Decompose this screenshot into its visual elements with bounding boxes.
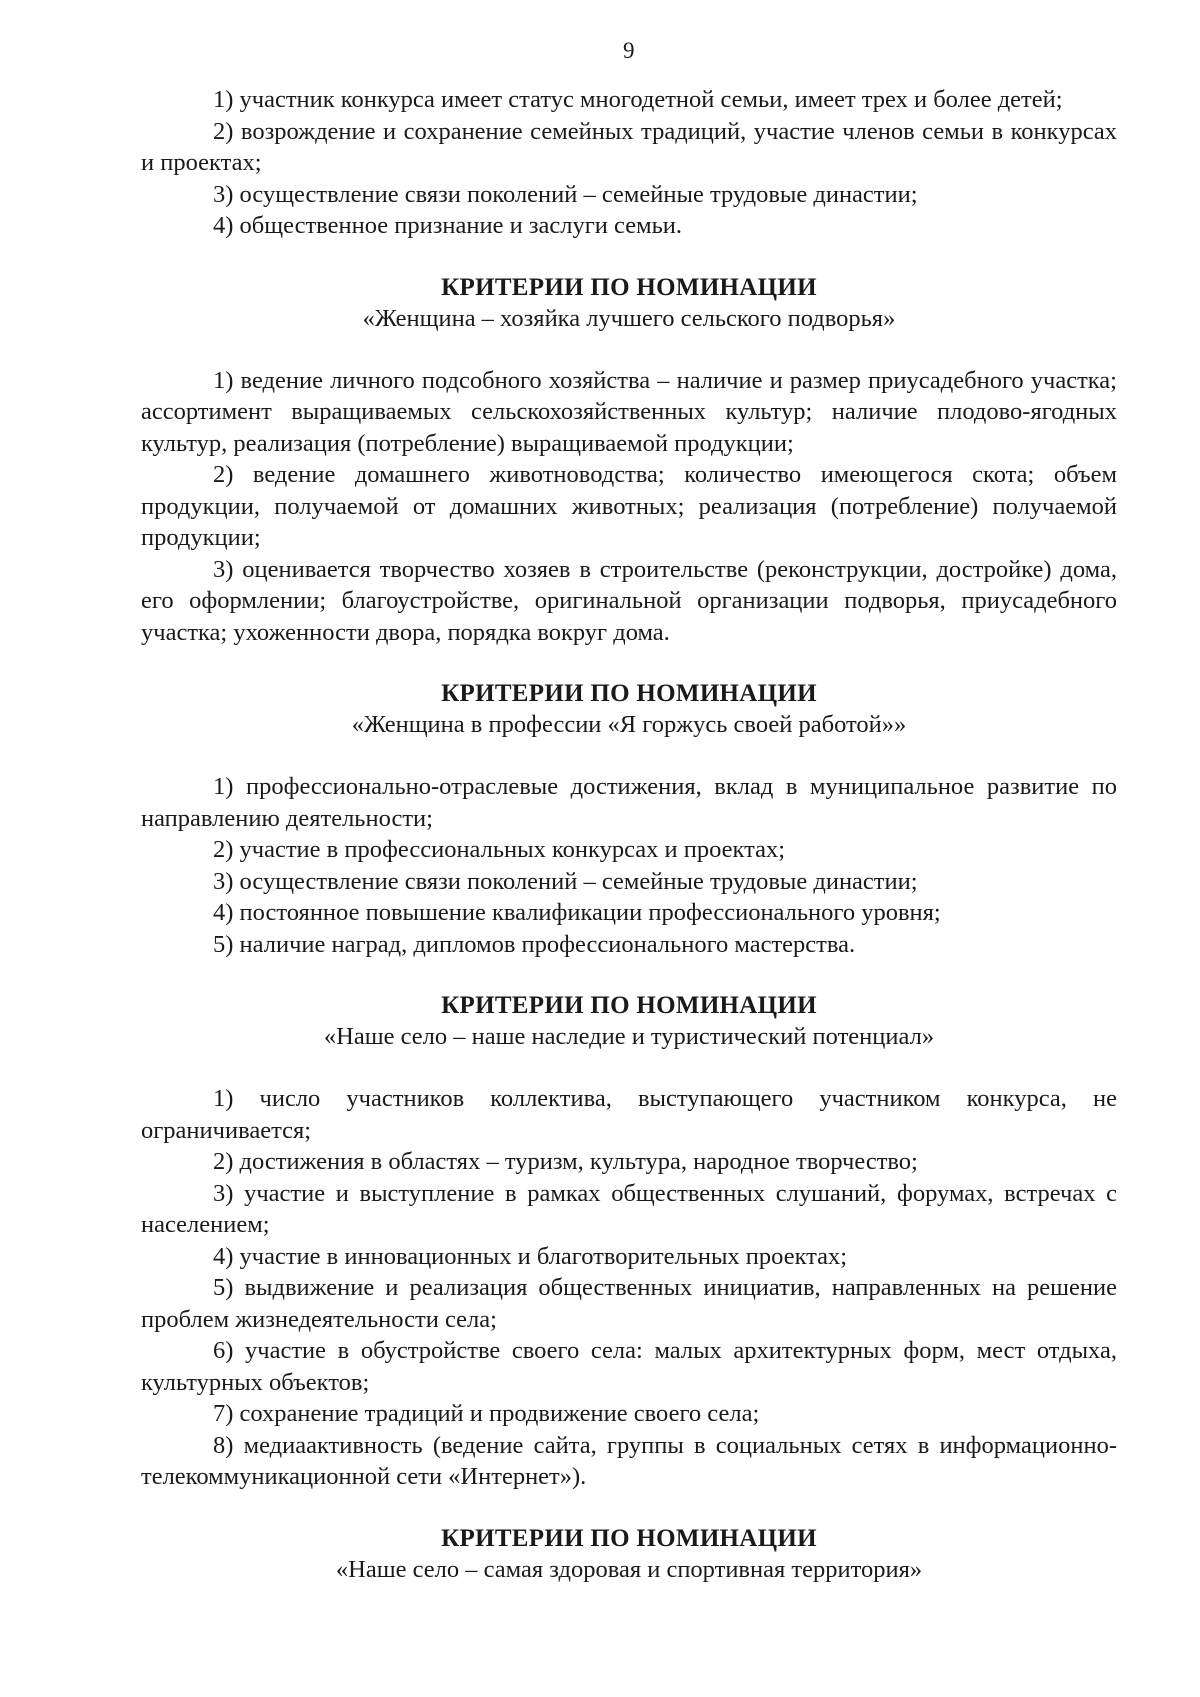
list-item: 1) ведение личного подсобного хозяйства – наличие и размер приусадебного участка; ассортимент выращиваемых сельскохозяйственных культур; наличие плодово-ягодных культур, реализация (потребление) выращиваемой продукции; <box>141 366 1117 457</box>
list-item: 7) сохранение традиций и продвижение своего села; <box>213 1400 760 1427</box>
list-item: 2) возрождение и сохранение семейных традиций, участие членов семьи в конкурсах и проектах; <box>141 117 1117 176</box>
intro-criteria-list <box>141 84 1117 242</box>
criteria-list <box>141 1083 1117 1493</box>
page-number: 9 <box>623 38 635 63</box>
list-item: 4) общественное признание и заслуги семьи. <box>213 212 682 239</box>
list-item: 1) профессионально-отраслевые достижения, вклад в муниципальное развитие по направлению деятельности; <box>141 773 1117 832</box>
list-item: 1) число участников коллектива, выступающего участником конкурса, не ограничивается; <box>141 1085 1117 1144</box>
list-item: 3) осуществление связи поколений – семейные трудовые династии; <box>213 867 918 895</box>
list-item: 3) участие и выступление в рамках общественных слушаний, форумах, встречах с населением; <box>141 1179 1117 1238</box>
list-item: 4) участие в инновационных и благотворительных проектах; <box>213 1242 848 1270</box>
list-item: 2) участие в профессиональных конкурсах и проектах; <box>213 836 786 863</box>
section-heading: КРИТЕРИИ ПО НОМИНАЦИИ <box>441 992 817 1019</box>
nomination-title: «Наше село – самая здоровая и спортивная территория» <box>335 1555 923 1583</box>
list-item: 3) осуществление связи поколений – семейные трудовые династии; <box>213 180 918 208</box>
list-item: 2) ведение домашнего животноводства; количество имеющегося скота; объем продукции, получаемой от домашних животных; реализация (потребление) получаемой продукции; <box>141 461 1117 551</box>
section-rural-household <box>141 272 1117 649</box>
section-healthy-village <box>141 1523 1117 1585</box>
section-heading: КРИТЕРИИ ПО НОМИНАЦИИ <box>441 680 817 707</box>
section-village-heritage <box>141 990 1117 1493</box>
nomination-title: «Женщина в профессии «Я горжусь своей работой»» <box>351 711 907 738</box>
list-item: 2) достижения в областях – туризм, культура, народное творчество; <box>213 1148 918 1175</box>
section-heading: КРИТЕРИИ ПО НОМИНАЦИИ <box>441 273 817 301</box>
list-item: 1) участник конкурса имеет статус многодетной семьи, имеет трех и более детей; <box>213 86 1063 113</box>
list-item: 8) медиаактивность (ведение сайта, группы в социальных сетях в информационно-телекоммуникационной сети «Интернет»). <box>141 1431 1117 1490</box>
criteria-list <box>141 365 1117 649</box>
list-item: 3) оценивается творчество хозяев в строительстве (реконструкции, достройке) дома, его оформлении; благоустройстве, оригинальной организации подворья, приусадебного участка; ухоженности двора, порядка вокруг дома. <box>141 555 1117 646</box>
nomination-title: «Женщина – хозяйка лучшего сельского подворья» <box>362 304 896 332</box>
list-item: 4) постоянное повышение квалификации профессионального уровня; <box>213 899 941 926</box>
section-profession <box>141 678 1117 960</box>
list-item: 5) наличие наград, дипломов профессионального мастерства. <box>213 930 856 958</box>
nomination-title: «Наше село – наше наследие и туристический потенциал» <box>323 1023 935 1050</box>
criteria-list <box>141 771 1117 960</box>
document-page <box>141 38 1117 1585</box>
section-heading: КРИТЕРИИ ПО НОМИНАЦИИ <box>441 1524 817 1552</box>
list-item: 5) выдвижение и реализация общественных инициатив, направленных на решение проблем жизнедеятельности села; <box>141 1274 1117 1333</box>
list-item: 6) участие в обустройстве своего села: малых архитектурных форм, мест отдыха, культурных объектов; <box>141 1337 1117 1396</box>
